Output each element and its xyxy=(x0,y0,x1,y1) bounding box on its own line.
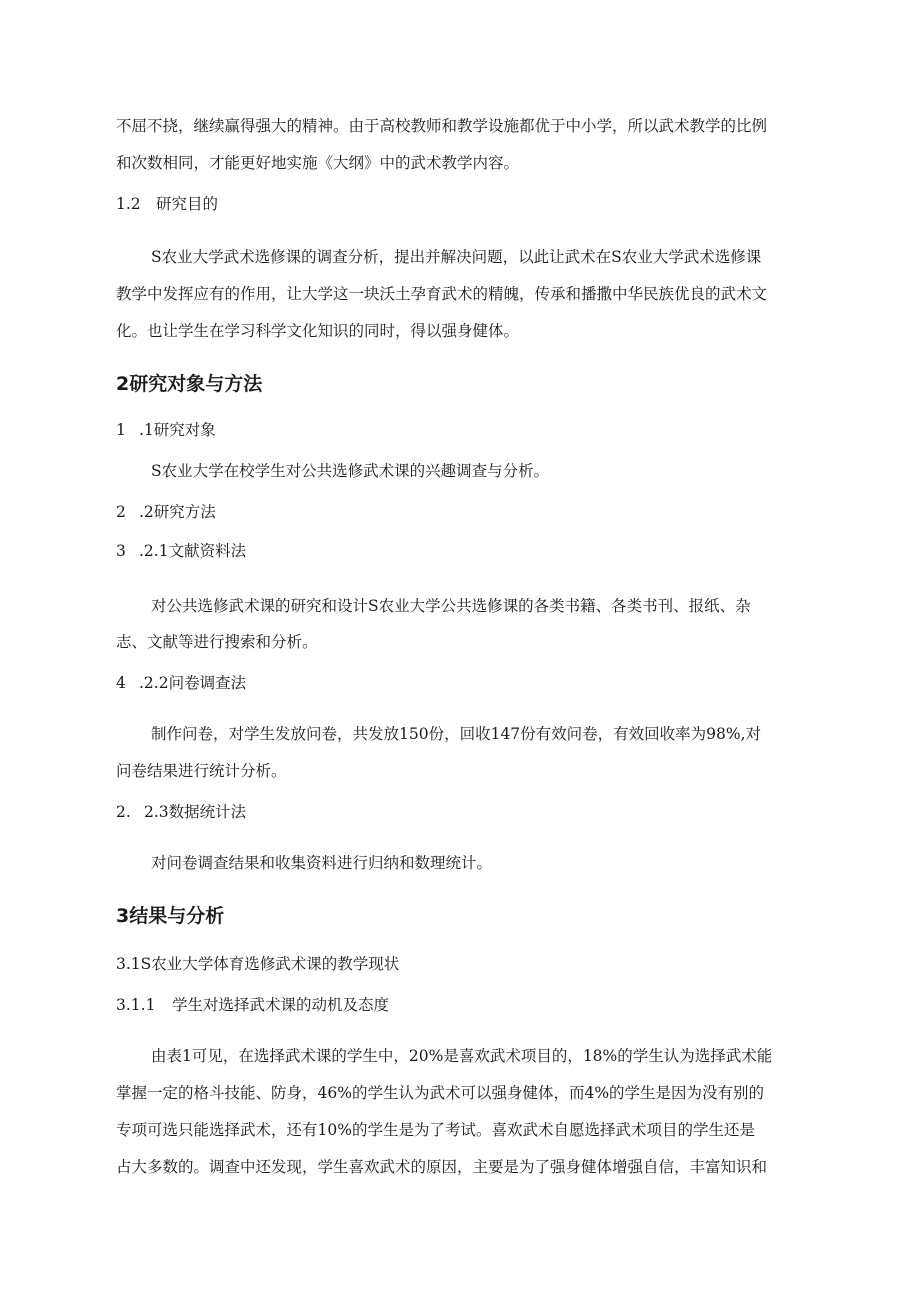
paragraph-line: 掌握一定的格斗技能、防身，46%的学生认为武术可以强身健体，而4%的学生是因为没有别的 xyxy=(116,1084,765,1102)
chapter-heading-3: 3结果与分析 xyxy=(116,905,225,927)
paragraph-line: 不屈不挠，继续赢得强大的精神。由于高校教师和教学设施都优于中小学，所以武术教学的比例 xyxy=(116,117,768,135)
paragraph-line: S农业大学武术选修课的调查分析，提出并解决问题，以此让武术在S农业大学武术选修课 xyxy=(151,248,762,266)
section-number: 3.1.1 xyxy=(116,996,156,1014)
section-title: 研究目的 xyxy=(156,195,219,213)
chapter-heading-2: 2研究对象与方法 xyxy=(116,373,263,395)
section-title: .2.1文献资料法 xyxy=(139,542,247,560)
section-number: 1.2 xyxy=(116,195,141,213)
section-heading-2-1 xyxy=(116,420,216,440)
section-title: 学生对选择武术课的动机及态度 xyxy=(172,996,390,1014)
section-number: 4 xyxy=(116,674,126,692)
paragraph-line: 志、文献等进行搜索和分析。 xyxy=(116,633,318,651)
section-heading-2-2-3 xyxy=(116,802,246,822)
section-heading-3-1-1 xyxy=(116,995,389,1015)
section-title: .2.2问卷调查法 xyxy=(139,674,247,692)
section-title: 2.3数据统计法 xyxy=(144,803,247,821)
paragraph-line: 制作问卷，对学生发放问卷，共发放150份，回收147份有效问卷，有效回收率为98%,对 xyxy=(151,725,762,743)
section-number: 3 xyxy=(116,542,126,560)
section-heading-2-2-1 xyxy=(116,541,246,561)
paragraph-line: 教学中发挥应有的作用，让大学这一块沃土孕育武术的精魄，传承和播撒中华民族优良的武术文 xyxy=(116,285,768,303)
paragraph-line: 由表1可见，在选择武术课的学生中，20%是喜欢武术项目的，18%的学生认为选择武术能 xyxy=(151,1047,773,1065)
paragraph-line: 对问卷调查结果和收集资料进行归纳和数理统计。 xyxy=(151,854,493,872)
paragraph-line: 占大多数的。调查中还发现，学生喜欢武术的原因，主要是为了强身健体增强自信，丰富知识和 xyxy=(116,1158,768,1176)
paragraph-line: 专项可选只能选择武术，还有10%的学生是为了考试。喜欢武术自愿选择武术项目的学生还是 xyxy=(116,1121,755,1139)
section-number: 2 xyxy=(116,503,126,521)
section-number: 1 xyxy=(116,421,126,439)
section-heading-3-1: 3.1S农业大学体育选修武术课的教学现状 xyxy=(116,955,400,973)
section-heading-2-2-2 xyxy=(116,673,246,693)
section-heading-2-2 xyxy=(116,502,216,522)
section-heading-1-2 xyxy=(116,194,218,214)
section-number: 2. xyxy=(116,803,131,821)
paragraph-line: S农业大学在校学生对公共选修武术课的兴趣调查与分析。 xyxy=(151,462,550,480)
paragraph-line: 对公共选修武术课的研究和设计S农业大学公共选修课的各类书籍、各类书刊、报纸、杂 xyxy=(151,597,751,615)
paragraph-line: 和次数相同，才能更好地实施《大纲》中的武术教学内容。 xyxy=(116,154,520,172)
paragraph-line: 化。也让学生在学习科学文化知识的同时，得以强身健体。 xyxy=(116,322,520,340)
paragraph-line: 问卷结果进行统计分析。 xyxy=(116,762,287,780)
section-title: .1研究对象 xyxy=(139,421,216,439)
section-title: .2研究方法 xyxy=(139,503,216,521)
